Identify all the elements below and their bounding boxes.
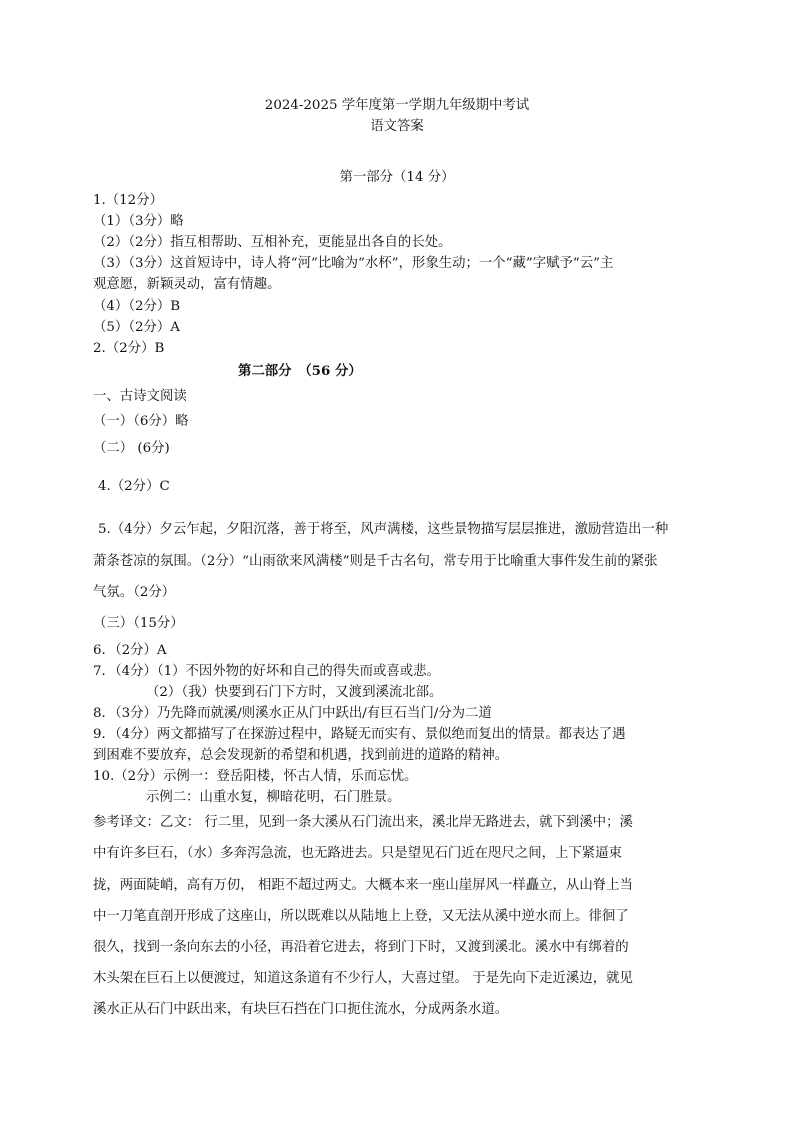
part1-line: （1）（3分）略 [93,214,184,229]
exam-title: 2024-2025 学年度第一学期九年级期中考试 [264,98,530,113]
part2-line: 很久，找到一条向东去的小径，再沿着它进去，将到门下时，又渡到溪北。溪水中有绑着的 [93,940,629,955]
part1-line: （3）（3分）这首短诗中，诗人将“河”比喻为“水杯”，形象生动；一个“藏”字赋予“云”主 [93,256,614,271]
part2-line: （2）（我）快要到石门下方时，又渡到溪流北部。 [146,685,443,700]
part2-line: 中有许多巨石，（水）多奔泻急流，也无路进去。只是望见石门近在咫尺之间，上下紧逼束 [93,846,622,861]
part2-heading: 第二部分 （56 分） [238,363,362,379]
part2-line: 4.（2分）C [98,479,170,494]
part2-line: （二） (6分) [93,441,170,456]
part1-line: （5）（2分）A [93,320,180,335]
part2-line: 拢，两面陡峭，高有万仞， 相距不超过两丈。大概本来一座山崖屏风一样矗立，从山脊上当 [93,878,633,893]
part1-line: 观意愿，新颖灵动，富有情趣。 [93,277,281,292]
part2-line: 8．（3分）乃先降而就溪/则溪水正从门中跃出/有巨石当门/分为二道 [93,706,492,721]
part2-line: 木头架在巨石上以便渡过，知道这条道有不少行人，大喜过望。 于是先向下走近溪边，就见 [93,971,633,986]
part2-line: 溪水正从石门中跃出来，有块巨石挡在门口扼住流水，分成两条水道。 [93,1002,509,1017]
part2-line: 5.（4分）夕云乍起，夕阳沉落，善于将至，风声满楼，这些景物描写层层推进，激励营造出一种 [98,522,669,537]
part2-line: 6．（2分）A [93,643,167,658]
part1-line: （4）（2分）B [93,299,181,314]
part2-line: 示例二：山重水复，柳暗花明，石门胜景。 [146,790,401,805]
part2-line: 中一刀笔直剖开形成了这座山，所以既难以从陆地上上登，又无法从溪中逆水而上。徘徊了 [93,909,629,924]
part2-line: 一、古诗文阅读 [93,389,187,404]
part2-line: 9．（4分）两文都描写了在探游过程中，路疑无而实有、景似绝而复出的情景。都表达了遇 [93,727,626,742]
part2-line: 7．（4分）（1）不因外物的好坏和自己的得失而或喜或悲。 [93,664,440,679]
part1-line: 1.（12分） [93,193,163,208]
part1-line: （2）（2分）指互相帮助、互相补充，更能显出各自的长处。 [93,235,452,250]
part2-line: 萧条苍凉的氛围。（2分）“山雨欲来风满楼”则是千古名句，常专用于比喻重大事件发生前的紧张 [93,554,658,569]
exam-subtitle: 语文答案 [370,119,424,134]
part2-line: （三）（15分） [93,616,184,631]
part1-line: 2.（2分）B [93,341,165,356]
part2-line: 10.（2分）示例一：登岳阳楼，怀古人情，乐而忘忧。 [93,769,418,784]
part2-line: 气氛。（2分） [93,585,176,600]
part1-heading: 第一部分（14 分） [339,170,455,185]
part2-line: （一）（6分）略 [93,414,189,429]
part2-line: 到困难不要放弃，总会发现新的希望和机遇，找到前进的道路的精神。 [93,748,509,763]
part2-line: 参考译文：乙文： 行二里，见到一条大溪从石门流出来，溪北岸无路进去，就下到溪中；溪 [93,815,633,830]
